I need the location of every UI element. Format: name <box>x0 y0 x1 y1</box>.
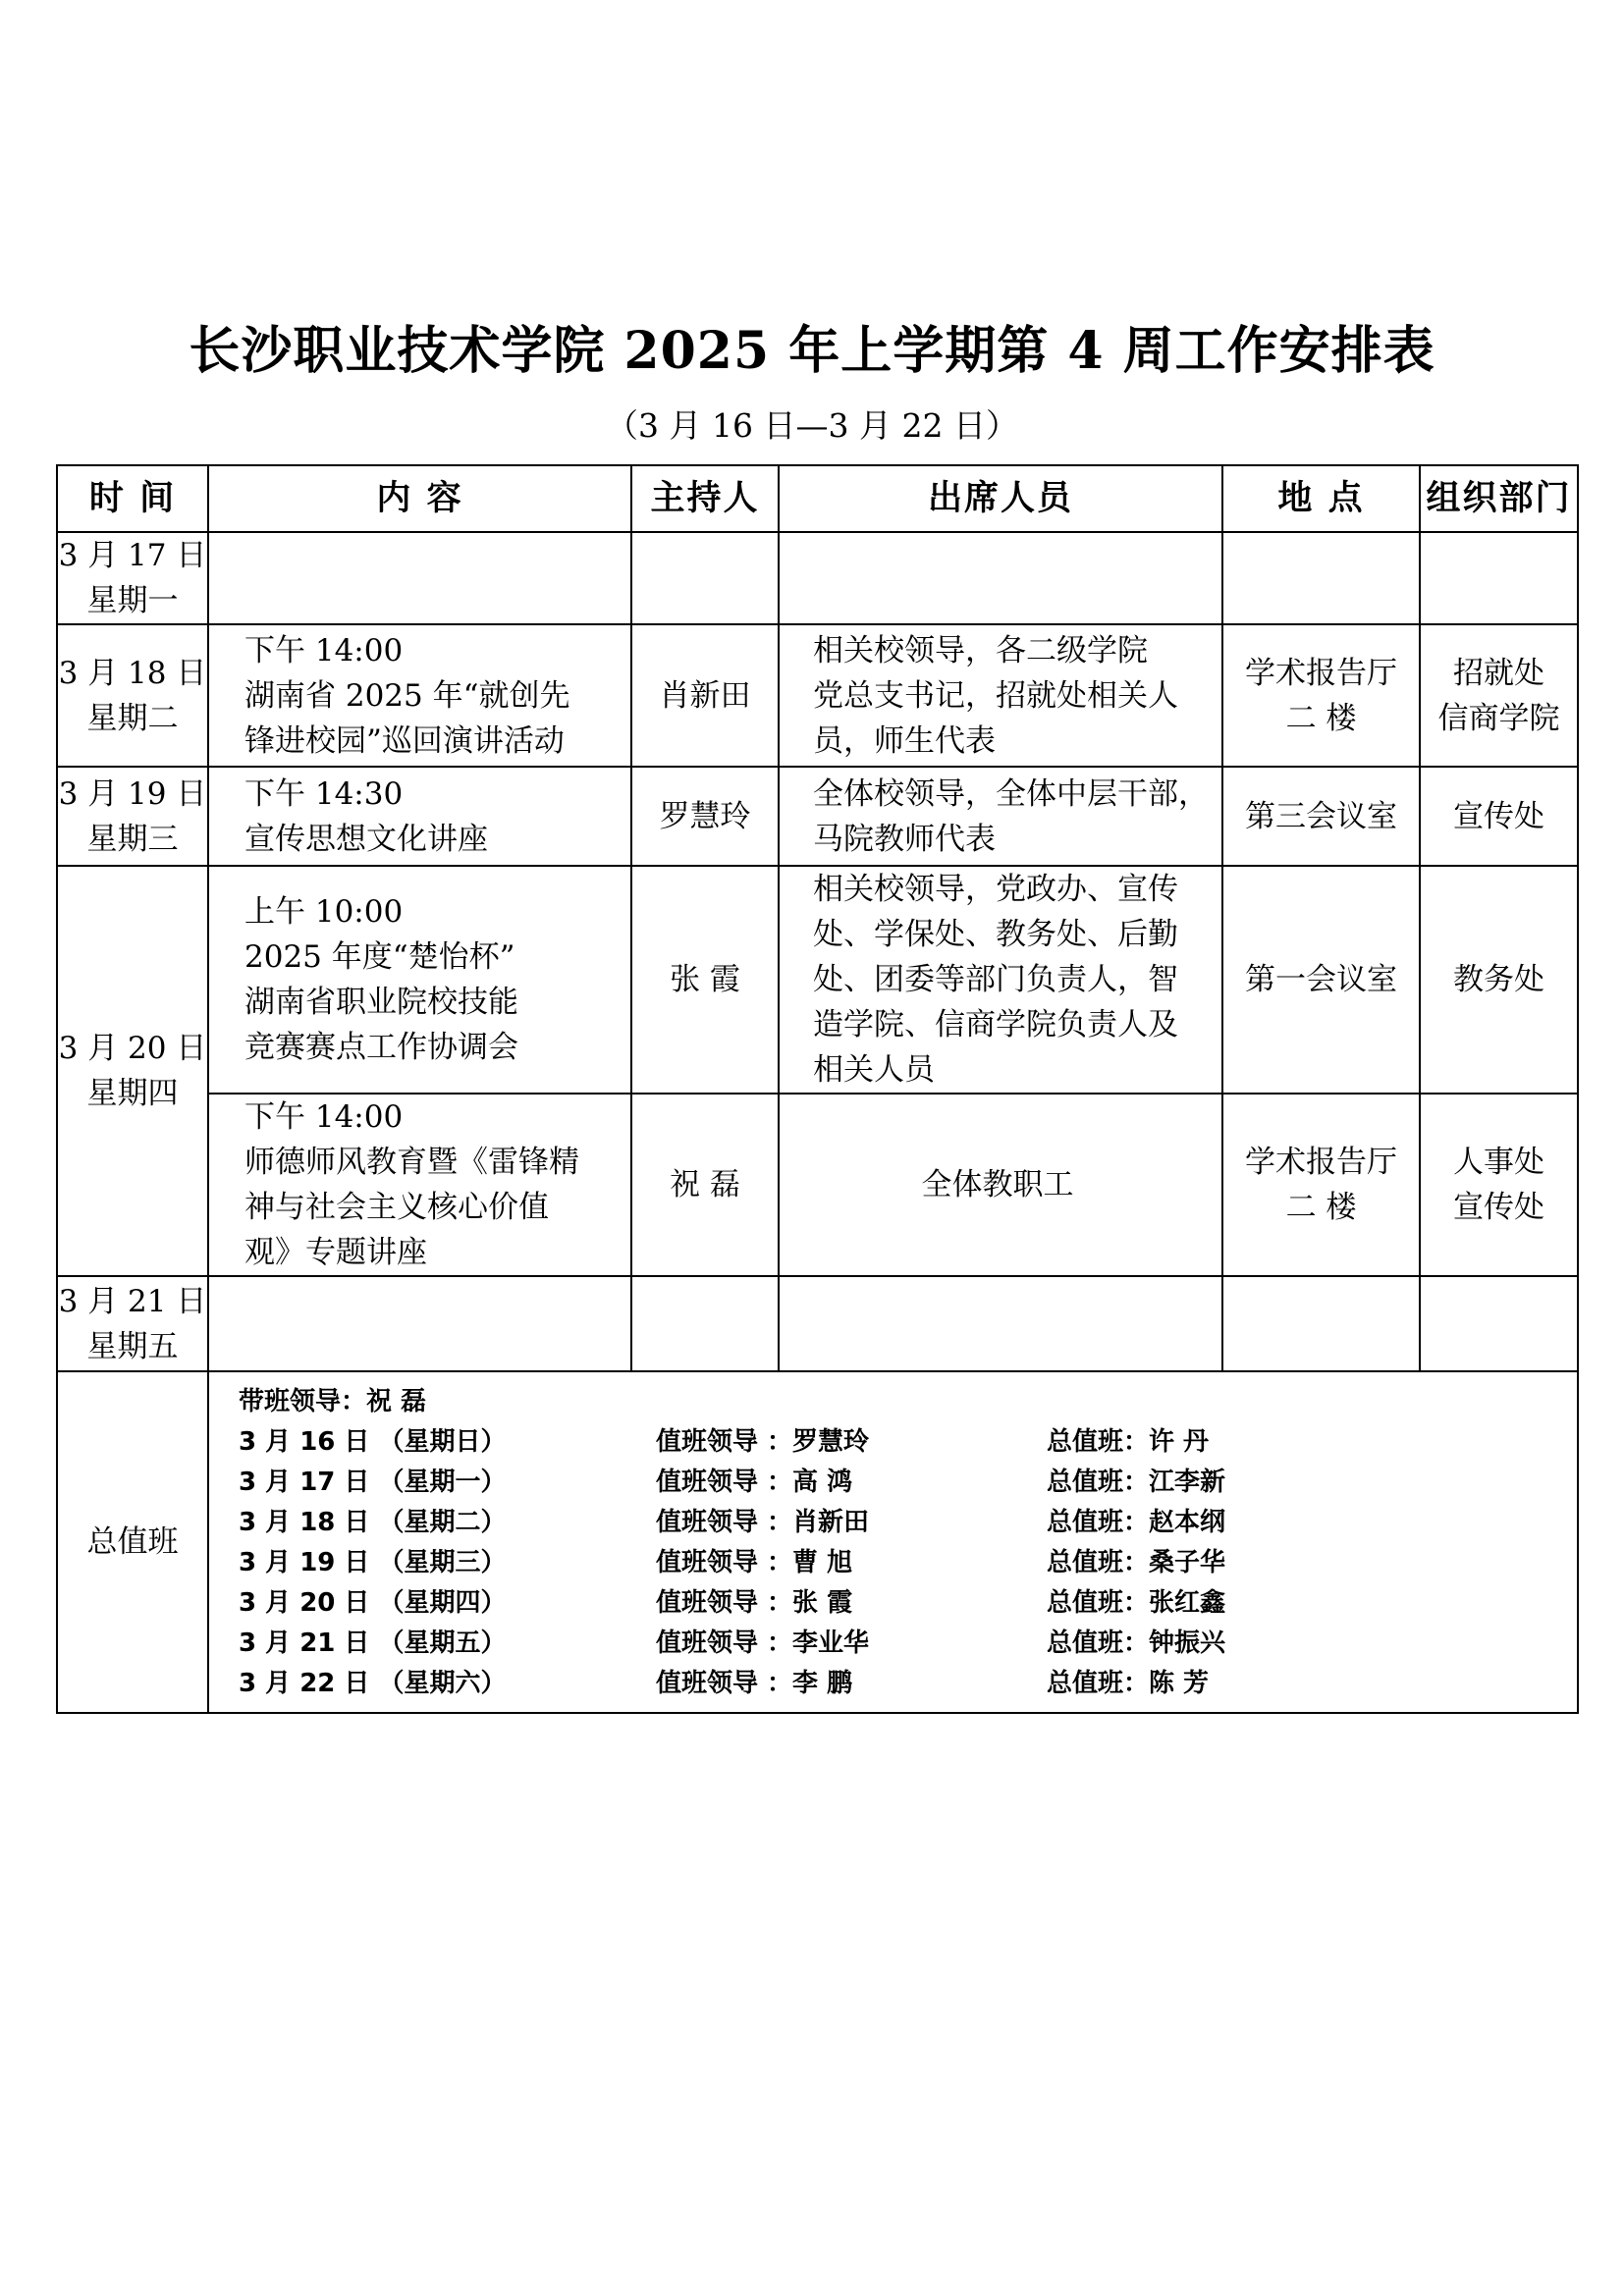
host-cell <box>631 1094 779 1276</box>
host-cell <box>631 532 779 624</box>
host-cell <box>631 624 779 767</box>
location-cell <box>1222 866 1420 1094</box>
duty-entry <box>239 1543 1577 1583</box>
attendees-text: 马院教师代表 <box>813 821 996 857</box>
duty-total: 总值班：张红鑫 <box>1047 1588 1226 1618</box>
organizer-cell <box>1420 767 1578 866</box>
table-row <box>57 866 1578 1094</box>
duty-date: 3 月 20 日 （星期四） <box>239 1588 507 1618</box>
organizer-cell <box>1420 624 1578 767</box>
duty-leader: 值班领导 ：曹 旭 <box>656 1548 853 1577</box>
header-content: 内 容 <box>208 465 631 532</box>
attendees-text: 相关校领导，各二级学院 <box>813 632 1148 668</box>
location-text: 第三会议室 <box>1245 798 1397 834</box>
duty-leader: 值班领导 ：罗慧玲 <box>656 1427 870 1457</box>
host-name: 罗慧玲 <box>659 798 751 834</box>
duty-entry <box>239 1463 1577 1503</box>
duty-total: 总值班：江李新 <box>1047 1468 1226 1497</box>
header-attendees: 出席人员 <box>779 465 1222 532</box>
date-text: 3 月 20 日 <box>58 1031 207 1066</box>
location-cell <box>1222 1276 1420 1371</box>
event-title: 锋进校园”巡回演讲活动 <box>244 722 565 759</box>
weekday-text: 星期五 <box>86 1328 179 1364</box>
host-cell <box>631 866 779 1094</box>
date-cell <box>57 866 208 1276</box>
date-cell <box>57 532 208 624</box>
location-text: 学术报告厅 <box>1245 1145 1397 1180</box>
content-cell <box>208 624 631 767</box>
duty-entry <box>239 1624 1577 1664</box>
host-name: 肖新田 <box>659 677 751 714</box>
event-title: 湖南省 2025 年“就创先 <box>244 677 570 714</box>
table-row <box>57 532 1578 624</box>
date-text: 3 月 17 日 <box>58 538 207 573</box>
weekday-text: 星期四 <box>86 1076 179 1111</box>
host-name: 祝 磊 <box>670 1167 740 1202</box>
event-title: 师德师风教育暨《雷锋精 <box>244 1145 579 1180</box>
table-row <box>57 1276 1578 1371</box>
attendees-text: 相关校领导，党政办、宣传 <box>813 872 1178 907</box>
duty-label-cell <box>57 1371 208 1713</box>
organizer-cell <box>1420 1276 1578 1371</box>
table-row <box>57 624 1578 767</box>
content-cell <box>208 866 631 1094</box>
duty-leader: 值班领导 ：李 鹏 <box>656 1669 853 1698</box>
location-cell <box>1222 532 1420 624</box>
location-text: 二 楼 <box>1285 700 1357 736</box>
attendees-text: 造学院、信商学院负责人及 <box>813 1007 1178 1042</box>
duty-label: 总值班 <box>86 1524 179 1560</box>
duty-date: 3 月 19 日 （星期三） <box>239 1548 507 1577</box>
duty-total: 总值班：许 丹 <box>1047 1427 1210 1457</box>
duty-date: 3 月 21 日 （星期五） <box>239 1629 507 1658</box>
duty-entry <box>239 1664 1577 1704</box>
duty-leader: 值班领导 ：李业华 <box>656 1629 870 1658</box>
organizer-text: 人事处 <box>1453 1145 1544 1180</box>
header-row <box>57 465 1578 532</box>
date-text: 3 月 21 日 <box>58 1283 207 1319</box>
header-host: 主持人 <box>631 465 779 532</box>
organizer-text: 宣传处 <box>1453 798 1544 834</box>
header-location: 地 点 <box>1222 465 1420 532</box>
event-title: 湖南省职业院校技能 <box>244 985 518 1020</box>
weekday-text: 星期一 <box>86 583 179 618</box>
event-time: 上午 10:00 <box>244 894 404 930</box>
duty-entry <box>239 1422 1577 1463</box>
weekday-text: 星期三 <box>86 821 179 857</box>
organizer-cell <box>1420 866 1578 1094</box>
attendees-text: 全体校领导，全体中层干部， <box>813 775 1209 812</box>
duty-row <box>57 1371 1578 1713</box>
date-cell <box>57 1276 208 1371</box>
location-cell <box>1222 624 1420 767</box>
page-title: 长沙职业技术学院 2025 年上学期第 4 周工作安排表 <box>189 321 1435 381</box>
header-time: 时 间 <box>57 465 208 532</box>
attendees-cell <box>779 532 1222 624</box>
organizer-cell <box>1420 532 1578 624</box>
duty-leader: 值班领导 ：张 霞 <box>656 1588 853 1618</box>
host-cell <box>631 1276 779 1371</box>
attendees-cell <box>779 624 1222 767</box>
header-organizer: 组织部门 <box>1420 465 1578 532</box>
duty-total: 总值班：陈 芳 <box>1047 1669 1210 1698</box>
host-name: 张 霞 <box>670 962 740 997</box>
duty-date: 3 月 16 日 （星期日） <box>239 1427 507 1457</box>
duty-leader: 值班领导 ：肖新田 <box>656 1508 870 1537</box>
content-cell <box>208 1276 631 1371</box>
duty-leader: 值班领导 ：高 鸿 <box>656 1468 853 1497</box>
content-cell <box>208 532 631 624</box>
attendees-text: 全体教职工 <box>921 1167 1074 1202</box>
organizer-text: 教务处 <box>1453 962 1544 997</box>
duty-entry <box>239 1503 1577 1543</box>
weekday-text: 星期二 <box>86 700 179 736</box>
organizer-cell <box>1420 1094 1578 1276</box>
host-cell <box>631 767 779 866</box>
event-title: 神与社会主义核心价值 <box>244 1190 549 1225</box>
duty-total: 总值班：赵本纲 <box>1047 1508 1226 1537</box>
event-title: 2025 年度“楚怡杯” <box>244 939 515 975</box>
duty-entry <box>239 1583 1577 1624</box>
attendees-cell <box>779 1094 1222 1276</box>
attendees-cell <box>779 866 1222 1094</box>
attendees-text: 处、团委等部门负责人，智 <box>813 962 1178 997</box>
location-cell <box>1222 1094 1420 1276</box>
duty-lead: 带班领导：祝 磊 <box>239 1387 427 1416</box>
content-cell <box>208 767 631 866</box>
attendees-cell <box>779 1276 1222 1371</box>
attendees-cell <box>779 767 1222 866</box>
event-title: 宣传思想文化讲座 <box>244 821 488 857</box>
date-text: 3 月 18 日 <box>58 655 207 691</box>
date-cell <box>57 624 208 767</box>
duty-roster-cell <box>208 1371 1578 1713</box>
organizer-text: 宣传处 <box>1453 1190 1544 1225</box>
event-title: 竞赛赛点工作协调会 <box>244 1030 518 1065</box>
table-row <box>57 767 1578 866</box>
event-time: 下午 14:30 <box>244 775 404 812</box>
organizer-text: 信商学院 <box>1437 700 1560 736</box>
attendees-text: 处、学保处、教务处、后勤 <box>813 917 1178 952</box>
event-time: 下午 14:00 <box>244 632 404 668</box>
duty-date: 3 月 22 日 （星期六） <box>239 1669 507 1698</box>
content-cell <box>208 1094 631 1276</box>
date-cell <box>57 767 208 866</box>
organizer-text: 招就处 <box>1453 655 1544 691</box>
date-range-subtitle: （3 月 16 日—3 月 22 日） <box>606 406 1018 445</box>
event-time: 下午 14:00 <box>244 1099 404 1135</box>
attendees-text: 党总支书记，招就处相关人 <box>813 677 1178 714</box>
table-row <box>57 1094 1578 1276</box>
duty-total: 总值班：钟振兴 <box>1047 1629 1226 1658</box>
location-text: 学术报告厅 <box>1245 655 1397 691</box>
duty-total: 总值班：桑子华 <box>1047 1548 1226 1577</box>
location-cell <box>1222 767 1420 866</box>
date-text: 3 月 19 日 <box>58 775 207 812</box>
location-text: 二 楼 <box>1285 1190 1357 1225</box>
duty-date: 3 月 18 日 （星期二） <box>239 1508 507 1537</box>
duty-date: 3 月 17 日 （星期一） <box>239 1468 507 1497</box>
event-title: 观》专题讲座 <box>244 1235 427 1270</box>
attendees-text: 相关人员 <box>813 1052 935 1088</box>
location-text: 第一会议室 <box>1245 962 1397 997</box>
attendees-text: 员，师生代表 <box>813 722 996 759</box>
schedule-table <box>56 464 1579 1714</box>
